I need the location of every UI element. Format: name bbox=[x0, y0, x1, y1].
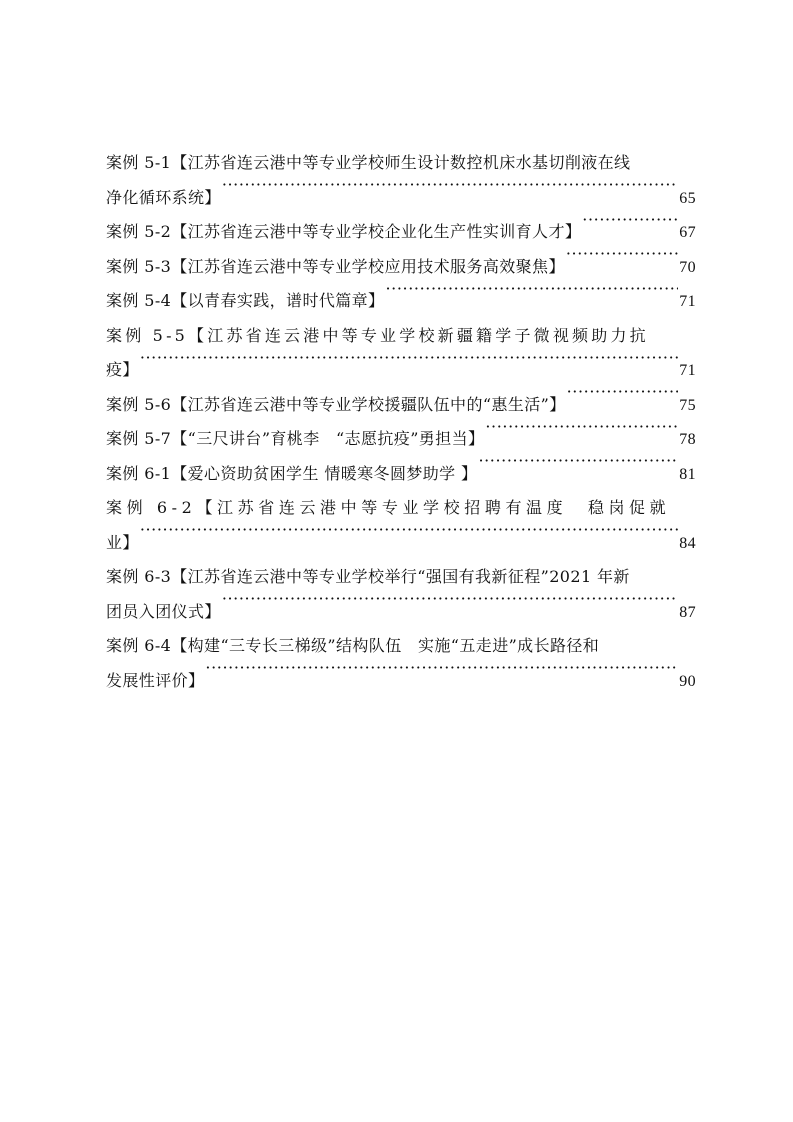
toc-entry-line bbox=[106, 491, 696, 526]
dot-leader bbox=[140, 355, 678, 375]
toc-entry-title: 案例 6-2【江苏省连云港中等专业学校招聘有温度 稳岗促就 bbox=[106, 498, 671, 517]
toc-entry-title: 案例 5-1【江苏省连云港中等专业学校师生设计数控机床水基切削液在线 bbox=[106, 153, 631, 172]
toc-entry-line bbox=[106, 284, 696, 319]
dot-leader bbox=[222, 183, 678, 203]
toc-page-number: 70 bbox=[679, 258, 696, 276]
toc-entry-title: 案例 5-4【以青春实践，谱时代篇章】 bbox=[106, 291, 385, 310]
toc-entry-line bbox=[106, 353, 696, 388]
dot-leader bbox=[582, 217, 678, 237]
toc-page-number: 71 bbox=[679, 362, 696, 379]
toc-entry-title: 案例 6-3【江苏省连云港中等专业学校举行“强国有我新征程”2021 年新 bbox=[106, 567, 630, 586]
toc-page-number: 65 bbox=[679, 189, 696, 207]
toc-entry-title: 案例 5-7【“三尺讲台”育桃李 “志愿抗疫”勇担当】 bbox=[106, 429, 485, 448]
toc-entry[interactable] bbox=[106, 491, 696, 560]
dot-leader bbox=[222, 597, 678, 617]
toc-entry-line bbox=[106, 595, 696, 630]
toc-page-number: 81 bbox=[679, 465, 696, 483]
toc-entry-title-cont: 团员入团仪式】 bbox=[106, 601, 221, 621]
toc-entry[interactable] bbox=[106, 388, 696, 423]
toc-entry-line bbox=[106, 457, 696, 492]
toc-entry-line bbox=[106, 664, 696, 699]
dot-leader bbox=[140, 528, 678, 548]
toc-entry-line bbox=[106, 526, 696, 561]
toc-entry-line bbox=[106, 560, 696, 595]
toc-page-number: 87 bbox=[679, 603, 696, 621]
toc-entry-title: 案例 5-3【江苏省连云港中等专业学校应用技术服务高效聚焦】 bbox=[106, 256, 565, 276]
toc-entry-title-cont: 业】 bbox=[106, 532, 139, 552]
toc-entry[interactable] bbox=[106, 422, 696, 457]
toc-entry[interactable] bbox=[106, 457, 696, 492]
toc-entry-line bbox=[106, 215, 696, 250]
dot-leader bbox=[566, 252, 678, 272]
toc-entry-line bbox=[106, 146, 696, 181]
toc-entry[interactable] bbox=[106, 250, 696, 285]
toc-entry-title: 案例 5-2【江苏省连云港中等专业学校企业化生产性实训育人才】 bbox=[106, 222, 582, 241]
toc-entry-title: 案例 5-5【江苏省连云港中等专业学校新疆籍学子微视频助力抗 bbox=[106, 325, 649, 345]
toc-entry[interactable] bbox=[106, 319, 696, 388]
toc-page-number: 71 bbox=[679, 293, 696, 310]
dot-leader bbox=[478, 459, 678, 479]
dot-leader bbox=[385, 286, 678, 306]
toc-entry[interactable] bbox=[106, 629, 696, 698]
toc-entry-line bbox=[106, 319, 696, 354]
toc-entry-title-cont: 净化循环系统】 bbox=[106, 187, 221, 207]
dot-leader bbox=[485, 424, 678, 444]
table-of-contents bbox=[106, 146, 696, 698]
toc-entry-title: 案例 5-6【江苏省连云港中等专业学校援疆队伍中的“惠生活”】 bbox=[106, 394, 566, 414]
dot-leader bbox=[205, 666, 678, 686]
toc-entry-title: 案例 6-4【构建“三专长三梯级”结构队伍 实施“五走进”成长路径和 bbox=[106, 636, 600, 655]
toc-entry[interactable] bbox=[106, 284, 696, 319]
toc-entry[interactable] bbox=[106, 146, 696, 215]
toc-entry[interactable] bbox=[106, 560, 696, 629]
toc-entry-line bbox=[106, 629, 696, 664]
toc-entry-line bbox=[106, 388, 696, 423]
dot-leader bbox=[567, 390, 679, 410]
toc-entry-line bbox=[106, 250, 696, 285]
toc-entry-title-cont: 发展性评价】 bbox=[106, 670, 205, 690]
toc-page-number: 78 bbox=[679, 431, 696, 448]
toc-page-number: 90 bbox=[679, 672, 696, 690]
toc-entry-title: 案例 6-1【爱心资助贫困学生 情暖寒冬圆梦助学 】 bbox=[106, 463, 478, 483]
toc-entry-line bbox=[106, 181, 696, 216]
toc-page-number: 67 bbox=[679, 224, 696, 241]
toc-entry-line bbox=[106, 422, 696, 457]
toc-page-number: 75 bbox=[679, 396, 696, 414]
toc-entry[interactable] bbox=[106, 215, 696, 250]
toc-page-number: 84 bbox=[679, 534, 696, 552]
toc-entry-title-cont: 疫】 bbox=[106, 360, 139, 379]
